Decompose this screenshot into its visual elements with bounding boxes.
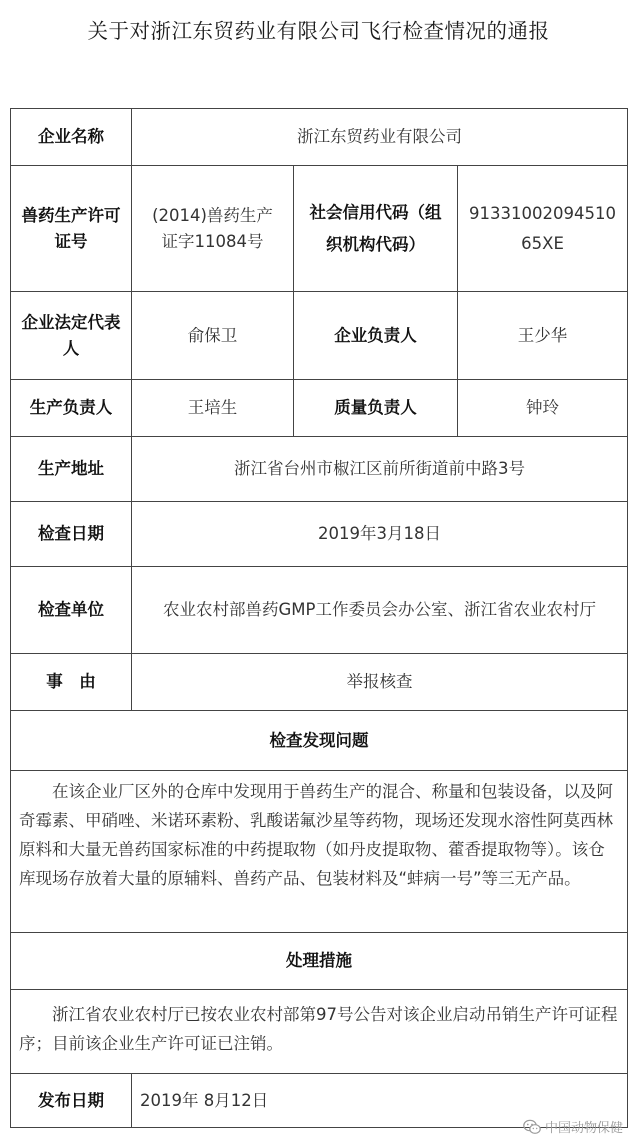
address-value: 浙江省台州市椒江区前所街道前中路3号 [132, 437, 628, 502]
license-label: 兽药生产许可证号 [11, 166, 132, 292]
publish-date-value: 2019年 8月12日 [132, 1074, 628, 1128]
company-name-value: 浙江东贸药业有限公司 [132, 109, 628, 166]
inspection-report-table [10, 108, 628, 1128]
legal-rep-label: 企业法定代表人 [11, 292, 132, 380]
credit-code-value: 91331002094510 65XE [458, 166, 628, 292]
row-measures-text [11, 990, 628, 1074]
row-company-name [11, 109, 628, 166]
watermark-text: 中国动物保健 [544, 1121, 623, 1136]
measures-text: 浙江省农业农村厅已按农业农村部第97号公告对该企业启动吊销生产许可证程序；目前该企业生产许可证已注销。 [11, 990, 628, 1074]
reason-label: 事 由 [11, 654, 132, 711]
inspection-unit-label: 检查单位 [11, 567, 132, 654]
inspection-date-value: 2019年3月18日 [132, 502, 628, 567]
row-inspection-date [11, 502, 628, 567]
row-findings-heading [11, 711, 628, 771]
row-production-head [11, 380, 628, 437]
production-head-value: 王培生 [132, 380, 294, 437]
row-reason [11, 654, 628, 711]
watermark [523, 1117, 623, 1136]
address-label: 生产地址 [11, 437, 132, 502]
inspection-date-label: 检查日期 [11, 502, 132, 567]
row-legal-rep [11, 292, 628, 380]
measures-heading: 处理措施 [11, 933, 628, 990]
row-inspection-unit [11, 567, 628, 654]
legal-rep-value: 俞保卫 [132, 292, 294, 380]
wechat-icon [523, 1119, 541, 1135]
license-value: (2014)兽药生产证字11084号 [132, 166, 294, 292]
quality-head-value: 钟玲 [458, 380, 628, 437]
inspection-unit-value: 农业农村部兽药GMP工作委员会办公室、浙江省农业农村厅 [132, 567, 628, 654]
row-measures-heading [11, 933, 628, 990]
row-address [11, 437, 628, 502]
quality-head-label: 质量负责人 [294, 380, 458, 437]
row-findings-text [11, 771, 628, 933]
credit-code-label: 社会信用代码（组织机构代码） [294, 166, 458, 292]
page-title: 关于对浙江东贸药业有限公司飞行检查情况的通报 [87, 19, 550, 43]
production-head-label: 生产负责人 [11, 380, 132, 437]
company-head-value: 王少华 [458, 292, 628, 380]
publish-date-label: 发布日期 [11, 1074, 132, 1128]
findings-text: 在该企业厂区外的仓库中发现用于兽药生产的混合、称量和包装设备，以及阿奇霉素、甲硝唑、米诺环素粉、乳酸诺氟沙星等药物，现场还发现水溶性阿莫西林原料和大量无兽药国家标准的中药提取物（如丹皮提取物、藿香提取物等）。该仓库现场存放着大量的原辅料、兽药产品、包装材料及“蚌病一号”等三无产品。 [11, 771, 628, 933]
findings-heading: 检查发现问题 [11, 711, 628, 771]
reason-value: 举报核查 [132, 654, 628, 711]
company-head-label: 企业负责人 [294, 292, 458, 380]
company-name-label: 企业名称 [11, 109, 132, 166]
row-license [11, 166, 628, 292]
